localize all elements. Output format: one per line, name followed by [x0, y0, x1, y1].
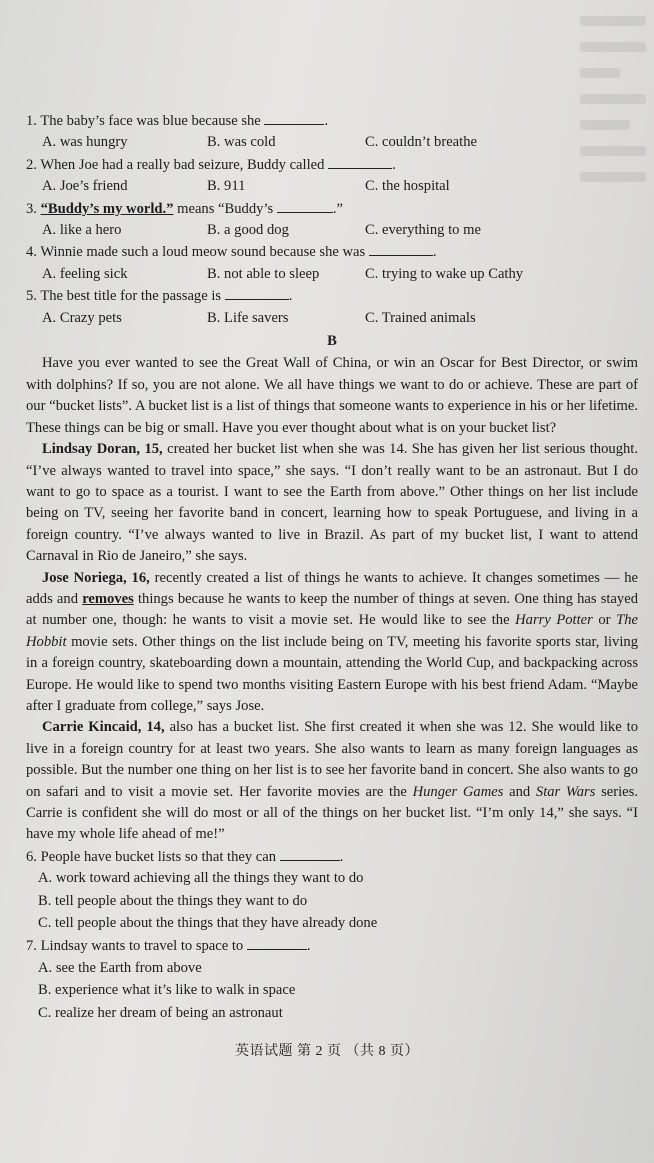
- question-7-option-c: C. realize her dream of being an astronaut: [38, 1004, 283, 1021]
- option-a: A. Crazy pets: [42, 309, 122, 326]
- question-3-options: [42, 220, 638, 241]
- passage-paragraph-3: Jose Noriega, 16, recently created a list of things he wants to achieve. It changes sometimes — he adds and removes things because he wants to keep the number of things at seven. One thing has stayed at number one, though: he wants to visit a movie set. He would like to see the Harry Potter or The Hobbit movie sets. Other things on the list include being on TV, meeting his favorite sports star, living in a foreign country, skateboarding down a mountain, attending the World Cup, and backpacking across Europe. He would like to spend two months visiting Eastern Europe with his best friend Adam. “Maybe after I graduate from college,” says Jose.: [26, 569, 638, 714]
- option-b: B. a good dog: [207, 222, 289, 239]
- option-b: B. not able to sleep: [207, 265, 320, 282]
- option-b: B. 911: [207, 178, 246, 195]
- option-b: B. was cold: [207, 134, 276, 151]
- exam-page: [26, 110, 638, 1025]
- answer-blank: [225, 285, 289, 300]
- question-5-options: [42, 308, 638, 329]
- question-3: 3. “Buddy’s my world.” means “Buddy’s .”: [26, 198, 638, 220]
- passage-paragraph-2: Lindsay Doran, 15, created her bucket list when she was 14. She has given her list serious thought. “I’ve always wanted to travel into space,” she says. “I don’t really want to be an astronaut. But I do want to go to space as a tourist. I want to see the Earth from above.” Other things on her list include being on TV, seeing her favorite band in concert, learning how to speak Portuguese, and living in a foreign country. “I’ve always wanted to live in Brazil. As part of my bucket list, I want to attend Carnaval in Rio de Janeiro,” she says.: [26, 441, 638, 565]
- question-1: 1. The baby’s face was blue because she .: [26, 110, 638, 132]
- question-4: 4. Winnie made such a loud meow sound because she was .: [26, 241, 638, 263]
- answer-blank: [247, 935, 307, 950]
- answer-blank: [277, 198, 333, 213]
- section-heading: B: [327, 333, 337, 350]
- option-a: A. like a hero: [42, 222, 122, 239]
- answer-blank: [280, 846, 340, 861]
- question-6-option-a: A. work toward achieving all the things they want to do: [38, 870, 364, 887]
- passage-paragraph-4: Carrie Kincaid, 14, also has a bucket list. She first created it when she was 12. She would like to live in a foreign country for at least two years. She also wants to learn as many foreign languages as possible. But the number one thing on her list is to see her favorite band in concert. She also wants to go on safari and to visit a movie set. Her favorite movies are the Hunger Games and Star Wars series. Carrie is confident she will do most or all of the things on her bucket list. “I’m only 14,” she says. “I have my whole life ahead of me!”: [26, 719, 638, 843]
- question-7-option-a: A. see the Earth from above: [38, 959, 202, 976]
- option-b: B. Life savers: [207, 309, 289, 326]
- option-a: A. Joe’s friend: [42, 178, 128, 195]
- question-2: 2. When Joe had a really bad seizure, Buddy called .: [26, 154, 638, 176]
- question-6-option-c: C. tell people about the things that they have already done: [38, 915, 378, 932]
- question-5: 5. The best title for the passage is .: [26, 285, 638, 307]
- question-6-option-b: B. tell people about the things they want to do: [38, 892, 308, 909]
- option-c: C. Trained animals: [365, 309, 476, 326]
- option-a: A. was hungry: [42, 134, 128, 151]
- answer-blank: [264, 110, 324, 125]
- question-6: 6. People have bucket lists so that they can .: [26, 846, 638, 868]
- option-c: C. everything to me: [365, 222, 481, 239]
- option-c: C. the hospital: [365, 178, 450, 195]
- answer-blank: [328, 154, 392, 169]
- page-footer: 英语试题 第 2 页 （共 8 页）: [235, 1044, 419, 1059]
- question-7: 7. Lindsay wants to travel to space to .: [26, 935, 638, 957]
- passage-paragraph-1: Have you ever wanted to see the Great Wall of China, or win an Oscar for Best Director, or swim with dolphins? If so, you are not alone. We all have things we want to do or achieve. These are part of our “bucket lists”. A bucket list is a list of things that someone wants to experience in his or her lifetime. These things can be big or small. Have you ever thought about what is on your bucket list?: [26, 355, 638, 436]
- answer-blank: [369, 241, 433, 256]
- underlined-word: removes: [82, 590, 134, 607]
- quoted-phrase: “Buddy’s my world.”: [40, 200, 174, 217]
- question-7-option-b: B. experience what it’s like to walk in space: [38, 982, 296, 999]
- option-c: C. trying to wake up Cathy: [365, 265, 524, 282]
- question-2-options: [42, 176, 638, 197]
- question-1-options: [42, 132, 638, 153]
- option-c: C. couldn’t breathe: [365, 134, 477, 151]
- question-4-options: [42, 264, 638, 285]
- option-a: A. feeling sick: [42, 265, 128, 282]
